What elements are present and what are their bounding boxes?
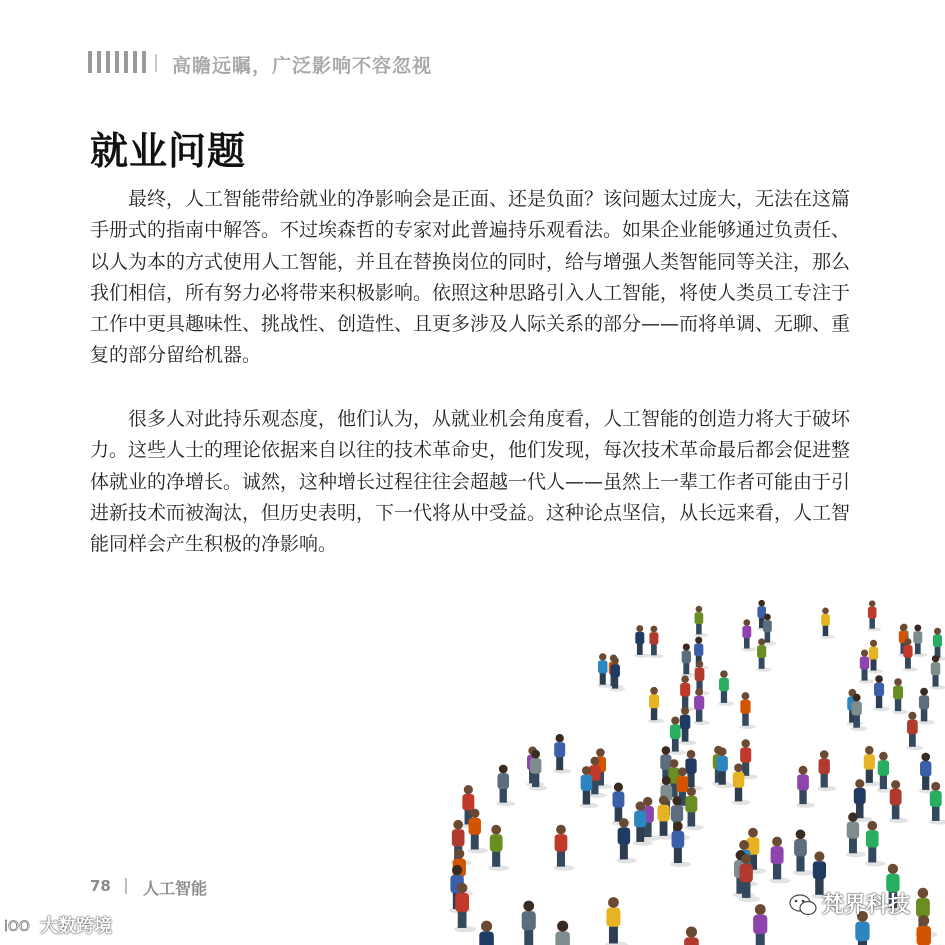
watermark-right: 梵界科技 [822,893,911,918]
crowd-person [648,687,665,724]
crowd-person [679,675,695,711]
crowd-person [915,915,939,945]
crowd-person [918,688,935,725]
watermark-logo-icon [4,914,44,936]
crowd-person [796,766,815,808]
running-header-title: 高瞻远瞩，广泛影响不容忽视 [172,55,433,77]
crowd-person [611,783,630,826]
wechat-icon [788,893,818,917]
header-decor-bars [88,51,146,75]
crowd-person [873,675,889,711]
body-paragraph-2: 很多人对此持乐观态度，他们认为，从就业机会角度看，人工智能的创造力将大于破坏力。这些人士的理论依据来自以往的技术革命史，他们发现，每次技术革命最后都会促进整体就业的净增长。诚然，这种增长过程往往会超越一代人——虽然上一辈工作者可能由于引进新技术而被淘汰，但历史表明，下一代将从中受益。这种论点坚信，从长远来看，人工智能同样会产生积极的净影响。 [90,408,851,556]
section-title: 就业问题 [90,129,247,173]
crowd-person [769,837,790,884]
crowd-person [684,787,704,830]
footer-divider [125,878,127,894]
page-number: 78 [90,877,111,895]
svg-text:iOO: iOO [4,919,30,935]
crowd-person [742,619,757,651]
crowd-person [553,734,571,774]
crowd-person [912,624,927,657]
crowd-person [868,640,883,674]
crowd-person [454,883,477,933]
crowd-person [718,670,734,706]
crowd-person [634,625,649,658]
crowd-person [489,825,510,871]
crowd-person [553,825,574,871]
crowd-person [467,809,487,854]
crowd-person [818,750,837,791]
crowd-person [820,607,834,638]
crowd-person [892,678,908,714]
crowd-person [679,707,696,745]
crowd-person [793,829,814,875]
crowd-person [867,600,881,631]
footer-label: 人工智能 [143,879,208,898]
watermark-left: 大数跨境 [40,916,112,937]
crowd-person [929,782,945,825]
body-paragraph-1: 最终，人工智能带给就业的净影响会是正面、还是负面？该问题太过庞大，无法在这篇手册式的指南中解答。不过埃森哲的专家对此普遍持乐观看法。如果企业能够通过负责任、以人为本的方式使用人工智能，并且在替换岗位的同时，给与增强人类智能同等关注，那么我们相信，所有努力必将带来积极影响。依照这种思路引入人工智能，将使人类员工专注于工作中更具趣味性、挑战性、创造性、且更多涉及人际关系的部分——而将单调、无聊、重复的部分留给机器。 [90,188,851,367]
crowd-person [694,606,708,637]
crowd-person [496,765,515,807]
crowd-person [681,643,696,677]
crowd-person [605,897,628,945]
crowd-person [478,921,502,945]
header-divider [155,54,157,72]
crowd-person [865,821,886,867]
crowd-person [889,780,908,823]
crowd-person [739,692,756,729]
crowd-person [752,904,775,945]
crowd-person [683,926,707,945]
crowd-person [616,818,637,863]
crowd-person [554,921,578,945]
crowd-person [520,901,543,945]
crowd-person [649,626,664,659]
